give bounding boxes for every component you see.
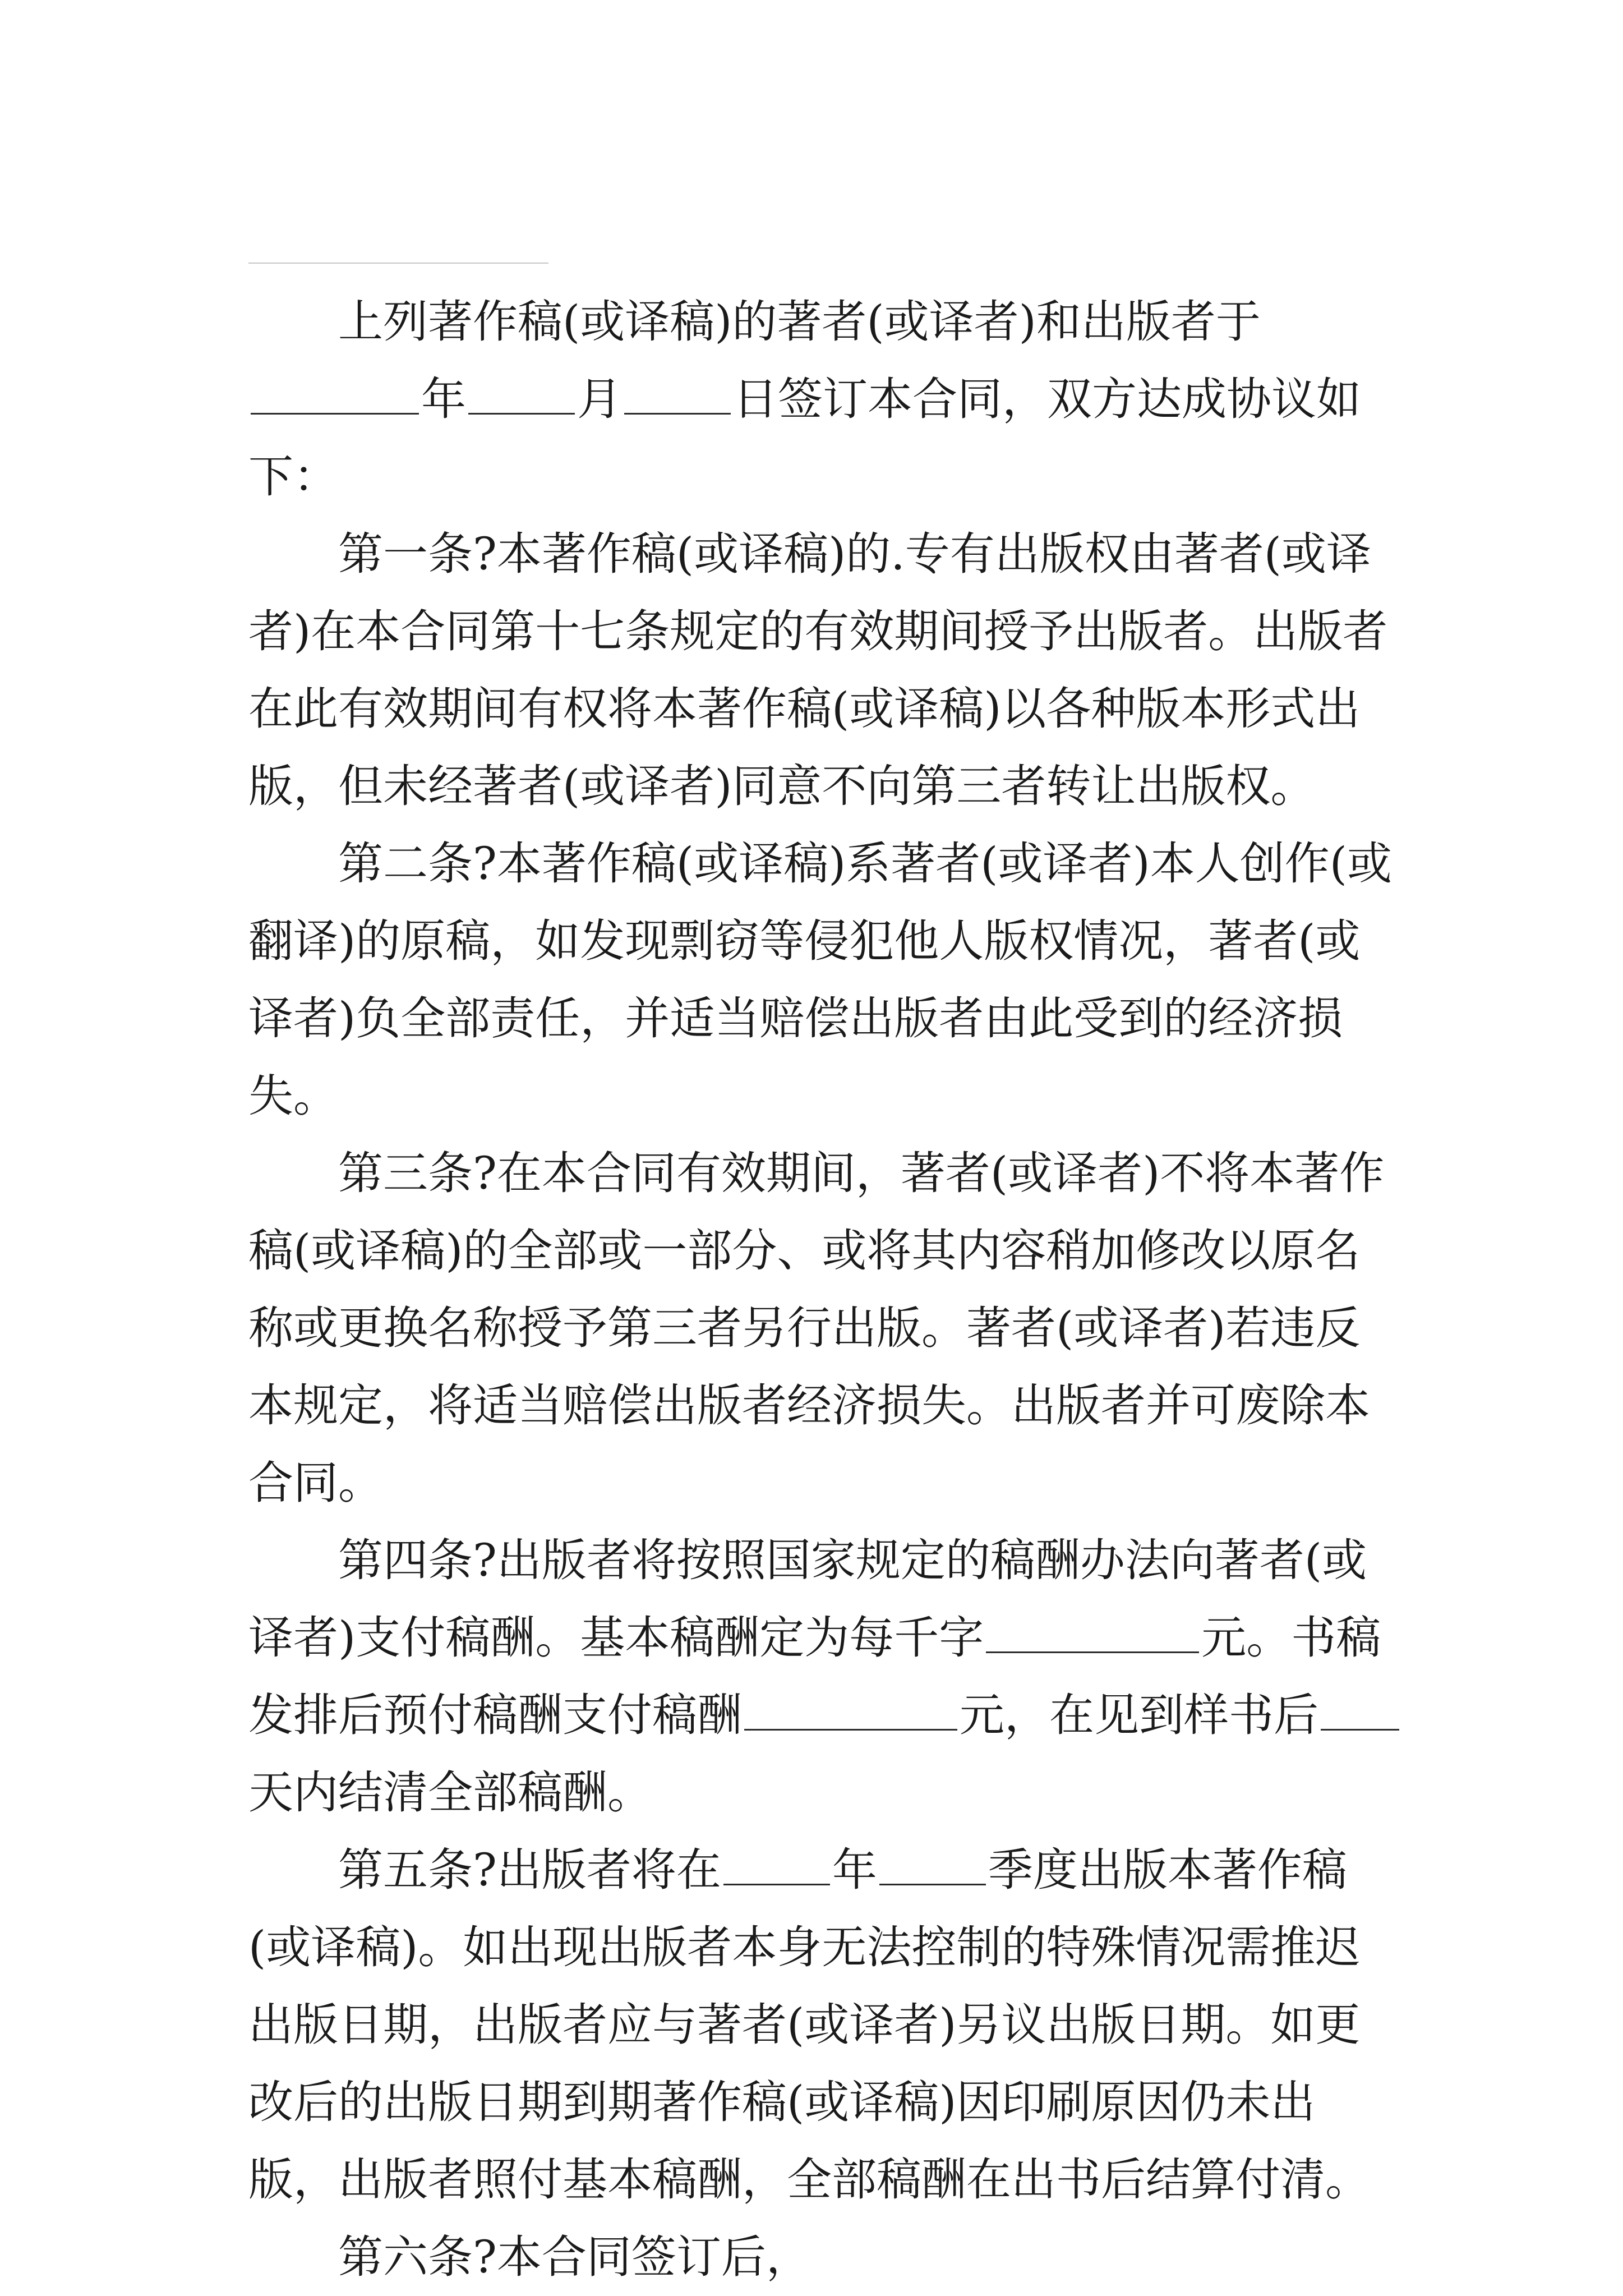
contract-body — [248, 283, 1404, 2296]
article-6: 第六条?本合同签订后， — [338, 2231, 811, 2283]
article-5 — [248, 1832, 1404, 2219]
publish-year-blank[interactable] — [723, 1844, 830, 1885]
article-1: 第一条?本著作稿(或译稿)的.专有出版权由著者(或译者)在本合同第十七条规定的有效期间授予出版者。出版者在此有效期间有权将本著作稿(或译稿)以各种版本形式出版，但未经著者(或译者)同意不向第三者转让出版权。 — [248, 528, 1388, 812]
publish-quarter-blank[interactable] — [879, 1844, 986, 1885]
article-4 — [248, 1522, 1404, 1832]
date-day-blank[interactable] — [624, 374, 731, 415]
settlement-days-blank[interactable] — [1321, 1690, 1399, 1731]
intro-paragraph — [248, 283, 1404, 361]
base-fee-blank[interactable] — [986, 1612, 1199, 1653]
date-year-suffix: 年 — [421, 373, 466, 425]
article-5-part1: 第五条?出版者将在 — [338, 1844, 721, 1896]
advance-fee-blank[interactable] — [744, 1690, 957, 1731]
article-4-part3: 元，在见到样书后 — [960, 1689, 1318, 1741]
intro-date-line — [248, 361, 1404, 516]
date-month-suffix: 月 — [577, 373, 622, 425]
date-day-suffix: 日签订本合同，双方达成协议如下： — [248, 373, 1361, 503]
article-2: 第二条?本著作稿(或译稿)系著者(或译者)本人创作(或翻译)的原稿，如发现剽窃等侵犯他人版权情况，著者(或译者)负全部责任，并适当赔偿出版者由此受到的经济损失。 — [248, 838, 1392, 1122]
article-4-part4: 天内结清全部稿酬。 — [248, 1766, 652, 1819]
intro-line: 上列著作稿(或译稿)的著者(或译者)和出版者于 — [338, 296, 1261, 348]
article-3: 第三条?在本合同有效期间，著者(或译者)不将本著作稿(或译稿)的全部或一部分、或将其内容稍加修改以原名称或更换名称授予第三者另行出版。著者(或译者)若违反本规定，将适当赔偿出版者经济损失。出版者并可废除本合同。 — [248, 1147, 1385, 1509]
date-month-blank[interactable] — [468, 374, 575, 415]
header-rule — [248, 263, 548, 264]
article-4-part2: 元。书稿发排后预付稿酬支付稿酬 — [248, 1612, 1381, 1741]
article-5-part3: 季度出版本著作稿(或译稿)。如出现出版者本身无法控制的特殊情况需推迟出版日期，出版者应与著者(或译者)另议出版日期。如更改后的出版日期到期著作稿(或译稿)因印刷原因仍未出版，出版者照付基本稿酬，全部稿酬在出书后结算付清。 — [248, 1844, 1370, 2206]
article-4-part1: 第四条?出版者将按照国家规定的稿酬办法向著者(或译者)支付稿酬。基本稿酬定为每千字 — [248, 1534, 1367, 1664]
article-5-part2: 年 — [832, 1844, 877, 1896]
date-year-blank[interactable] — [251, 374, 419, 415]
